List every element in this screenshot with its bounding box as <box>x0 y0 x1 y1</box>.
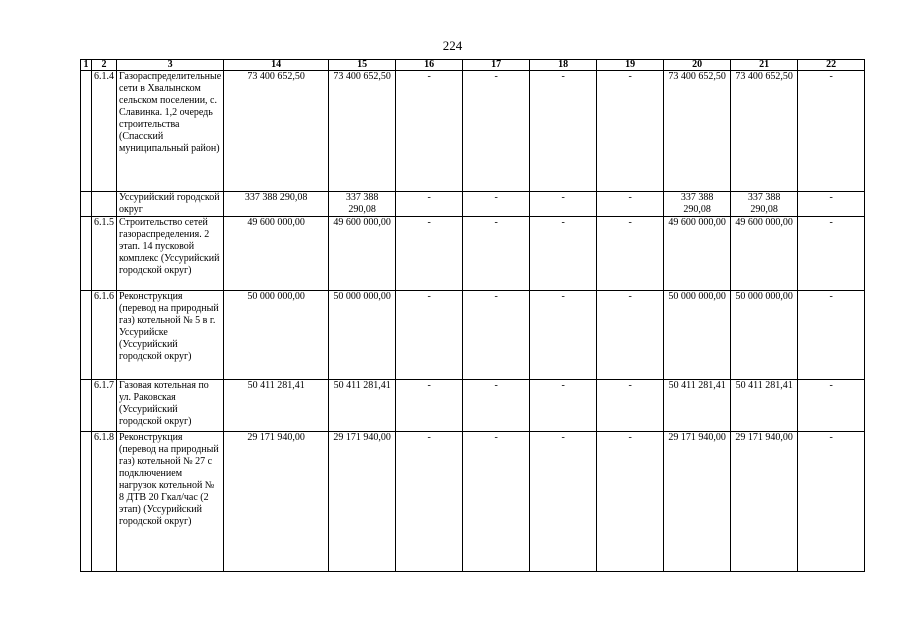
row-col1-cell <box>81 432 92 572</box>
value-cell-14: 73 400 652,50 <box>224 71 329 192</box>
row-number-cell: 6.1.6 <box>92 291 117 380</box>
value-cell-19: - <box>597 192 664 217</box>
header-cell: 17 <box>463 60 530 71</box>
row-number-cell: 6.1.5 <box>92 217 117 291</box>
value-cell-14: 337 388 290,08 <box>224 192 329 217</box>
row-name-cell: Уссурийский городской округ <box>117 192 224 217</box>
row-number-cell <box>92 192 117 217</box>
row-col1-cell <box>81 192 92 217</box>
header-cell: 18 <box>530 60 597 71</box>
value-cell-22: - <box>798 291 865 380</box>
row-col1-cell <box>81 380 92 432</box>
header-cell: 15 <box>329 60 396 71</box>
value-cell-16: - <box>396 217 463 291</box>
header-cell: 22 <box>798 60 865 71</box>
value-cell-20: 73 400 652,50 <box>664 71 731 192</box>
value-cell-19: - <box>597 380 664 432</box>
header-cell: 3 <box>117 60 224 71</box>
header-cell: 2 <box>92 60 117 71</box>
value-cell-15: 337 388 290,08 <box>329 192 396 217</box>
value-cell-15: 50 411 281,41 <box>329 380 396 432</box>
row-col1-cell <box>81 217 92 291</box>
value-cell-19: - <box>597 217 664 291</box>
data-table <box>80 59 865 572</box>
header-row <box>81 60 865 71</box>
page-number: 224 <box>442 38 463 53</box>
value-cell-18: - <box>530 380 597 432</box>
value-cell-20: 29 171 940,00 <box>664 432 731 572</box>
value-cell-14: 29 171 940,00 <box>224 432 329 572</box>
row-col1-cell <box>81 71 92 192</box>
table-row <box>81 71 865 192</box>
row-col1-cell <box>81 291 92 380</box>
value-cell-21: 73 400 652,50 <box>731 71 798 192</box>
row-number-cell: 6.1.8 <box>92 432 117 572</box>
value-cell-21: 50 411 281,41 <box>731 380 798 432</box>
value-cell-15: 50 000 000,00 <box>329 291 396 380</box>
value-cell-18: - <box>530 432 597 572</box>
value-cell-14: 49 600 000,00 <box>224 217 329 291</box>
value-cell-20: 50 411 281,41 <box>664 380 731 432</box>
row-number-cell: 6.1.7 <box>92 380 117 432</box>
value-cell-22: - <box>798 192 865 217</box>
value-cell-20: 337 388 290,08 <box>664 192 731 217</box>
value-cell-14: 50 000 000,00 <box>224 291 329 380</box>
value-cell-21: 29 171 940,00 <box>731 432 798 572</box>
value-cell-14: 50 411 281,41 <box>224 380 329 432</box>
header-cell: 16 <box>396 60 463 71</box>
row-number-cell: 6.1.4 <box>92 71 117 192</box>
value-cell-16: - <box>396 380 463 432</box>
table-row <box>81 291 865 380</box>
table-row <box>81 380 865 432</box>
value-cell-19: - <box>597 432 664 572</box>
value-cell-19: - <box>597 291 664 380</box>
value-cell-17: - <box>463 380 530 432</box>
value-cell-16: - <box>396 192 463 217</box>
value-cell-22: - <box>798 432 865 572</box>
header-cell: 19 <box>597 60 664 71</box>
row-name-cell: Реконструкция (перевод на природный газ) котельной № 27 с подключением нагрузок котельной № 8 ДТВ 20 Гкал/час (2 этап) (Уссурийский городской округ) <box>117 432 224 572</box>
value-cell-22: - <box>798 380 865 432</box>
value-cell-20: 50 000 000,00 <box>664 291 731 380</box>
header-cell: 14 <box>224 60 329 71</box>
row-name-cell: Газораспределительные сети в Хвалынском сельском поселении, с. Славинка. 1,2 очередь строительства (Спасский муниципальный район) <box>117 71 224 192</box>
value-cell-21: 337 388 290,08 <box>731 192 798 217</box>
value-cell-21: 49 600 000,00 <box>731 217 798 291</box>
value-cell-17: - <box>463 217 530 291</box>
table-row <box>81 192 865 217</box>
value-cell-19: - <box>597 71 664 192</box>
header-cell: 21 <box>731 60 798 71</box>
table-row <box>81 217 865 291</box>
value-cell-17: - <box>463 192 530 217</box>
value-cell-20: 49 600 000,00 <box>664 217 731 291</box>
value-cell-17: - <box>463 432 530 572</box>
header-cell: 1 <box>81 60 92 71</box>
value-cell-16: - <box>396 291 463 380</box>
value-cell-17: - <box>463 71 530 192</box>
value-cell-22: - <box>798 217 865 291</box>
value-cell-18: - <box>530 217 597 291</box>
value-cell-15: 49 600 000,00 <box>329 217 396 291</box>
value-cell-16: - <box>396 71 463 192</box>
value-cell-15: 73 400 652,50 <box>329 71 396 192</box>
header-cell: 20 <box>664 60 731 71</box>
row-name-cell: Реконструкция (перевод на природный газ) котельной № 5 в г. Уссурийске (Уссурийский городской округ) <box>117 291 224 380</box>
value-cell-18: - <box>530 291 597 380</box>
value-cell-17: - <box>463 291 530 380</box>
value-cell-18: - <box>530 192 597 217</box>
value-cell-21: 50 000 000,00 <box>731 291 798 380</box>
row-name-cell: Строительство сетей газораспределения. 2 этап. 14 пусковой комплекс (Уссурийский городской округ) <box>117 217 224 291</box>
table-row <box>81 432 865 572</box>
value-cell-22: - <box>798 71 865 192</box>
value-cell-16: - <box>396 432 463 572</box>
value-cell-15: 29 171 940,00 <box>329 432 396 572</box>
value-cell-18: - <box>530 71 597 192</box>
row-name-cell: Газовая котельная по ул. Раковская (Уссурийский городской округ) <box>117 380 224 432</box>
